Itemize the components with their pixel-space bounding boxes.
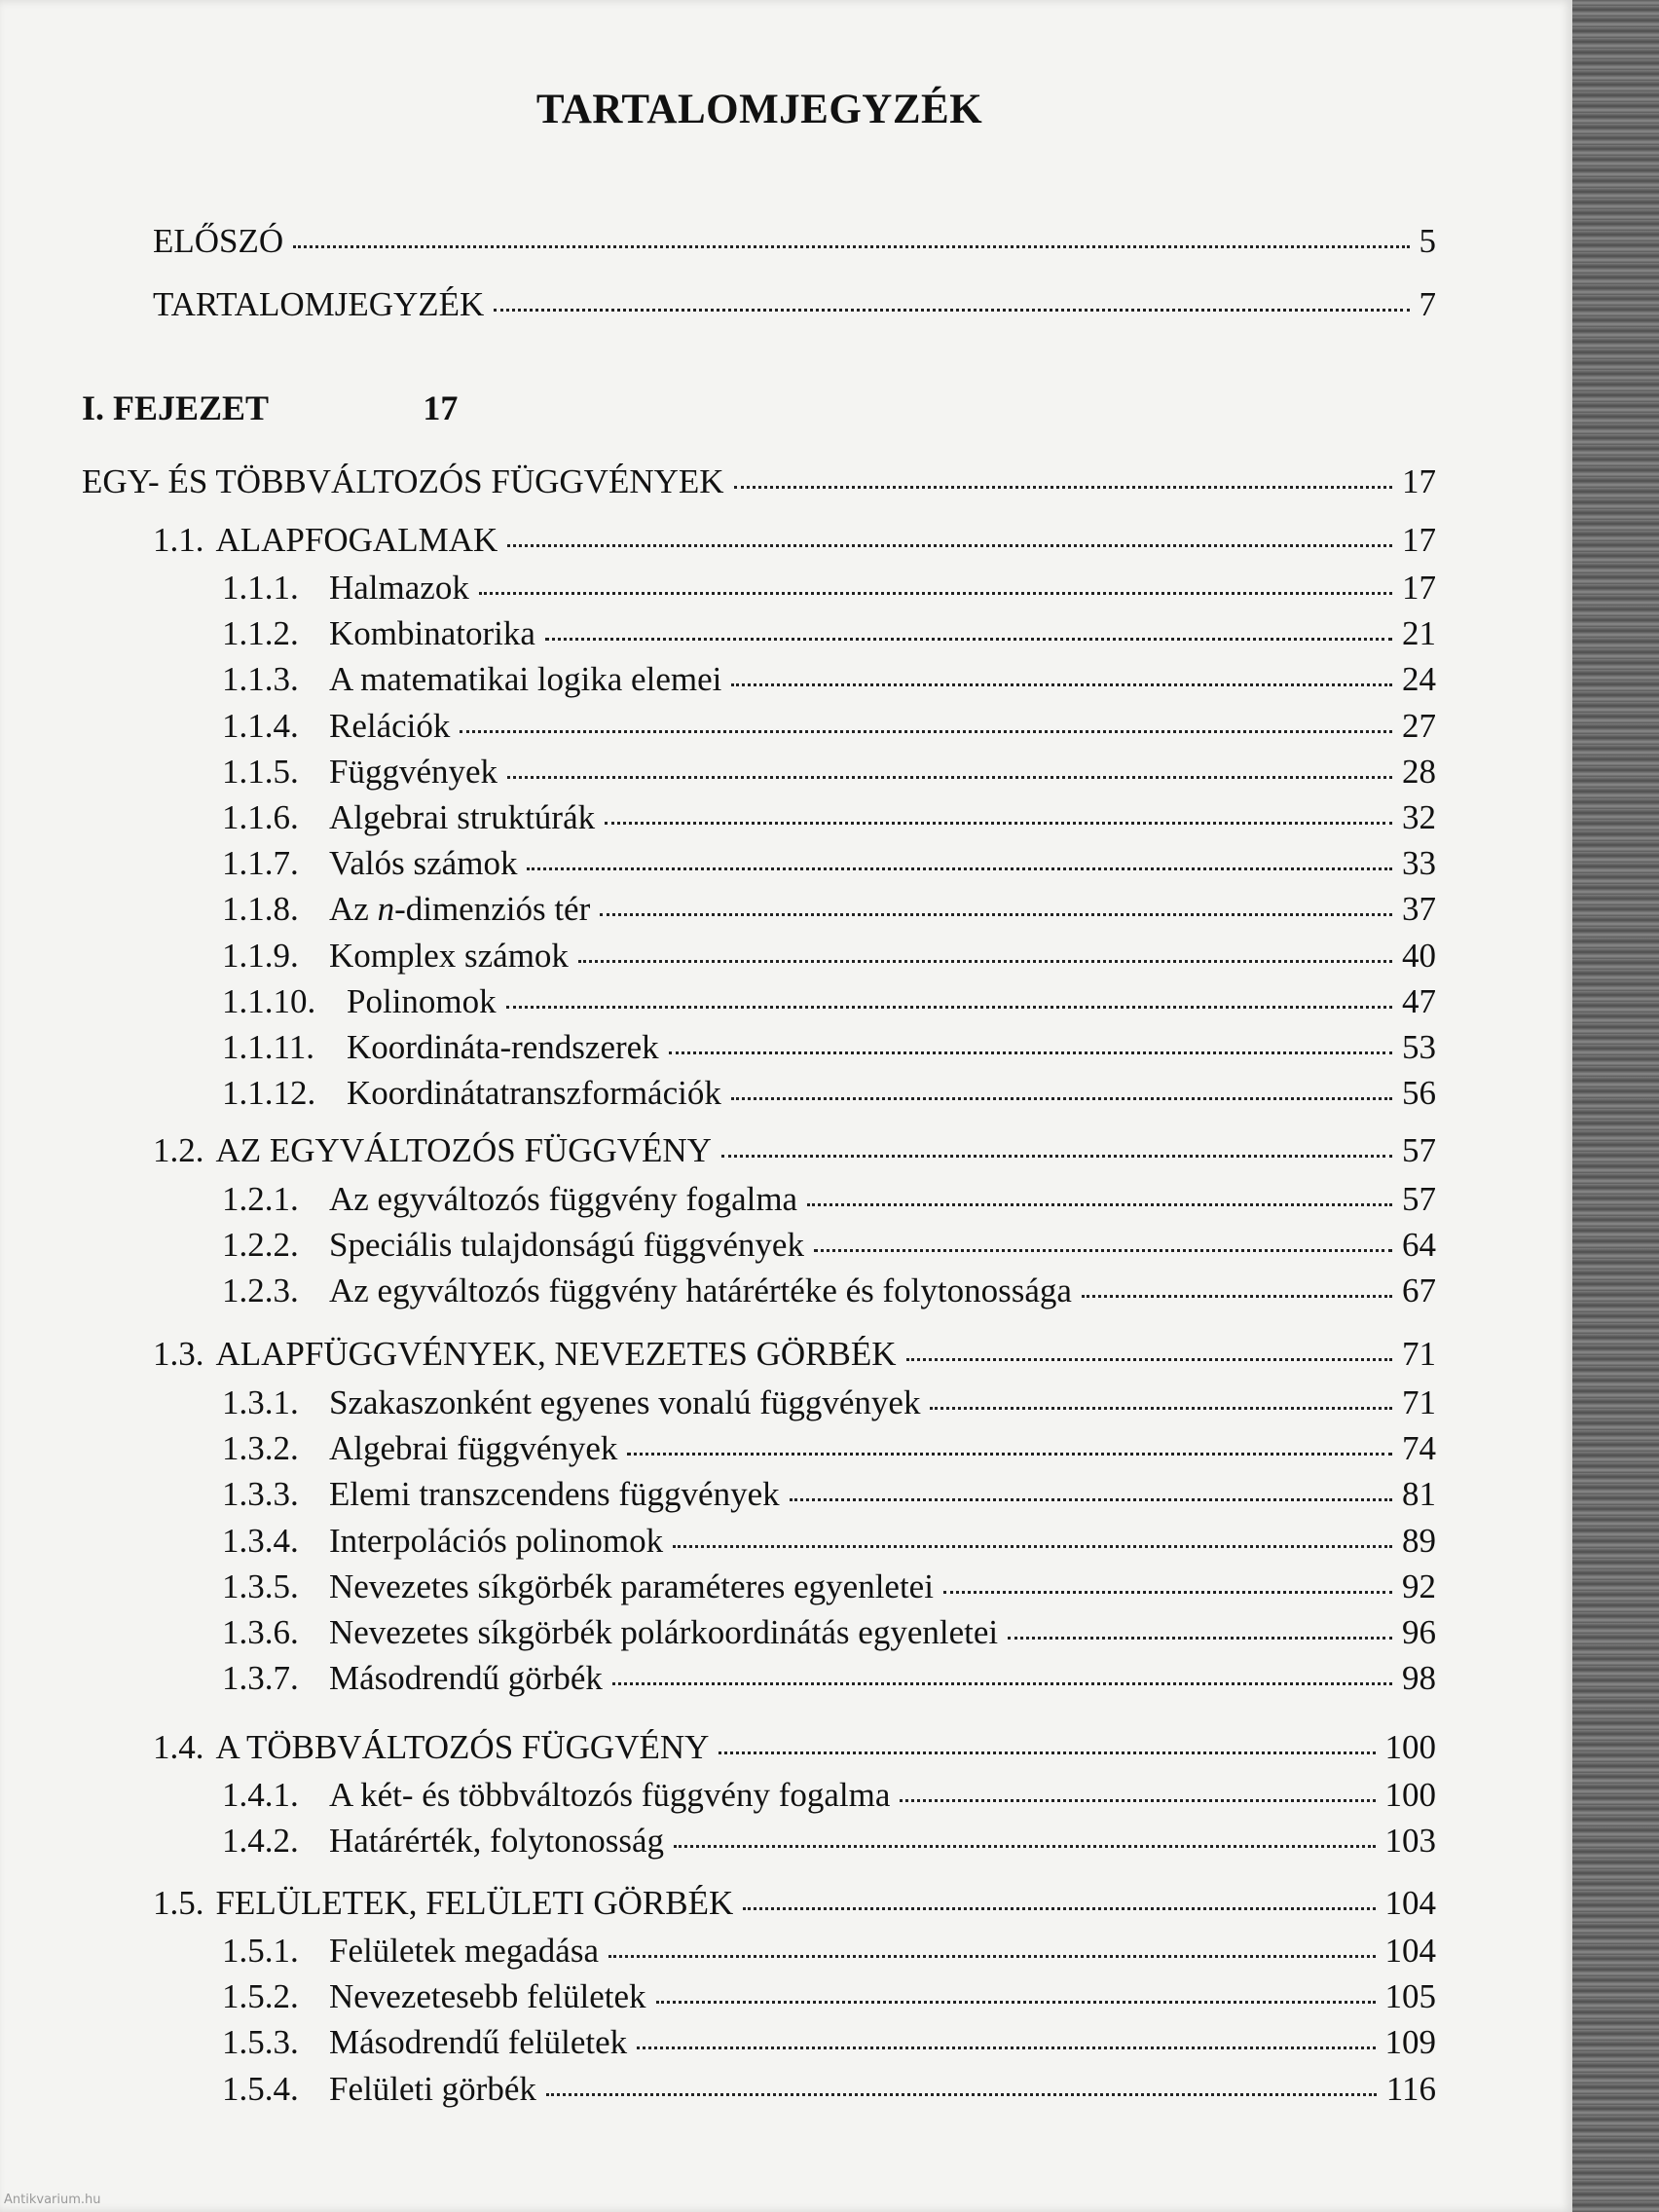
section-label: ALAPFOGALMAK xyxy=(215,521,498,559)
dot-leader xyxy=(627,1453,1392,1456)
subsection-label: Függvények xyxy=(329,752,498,791)
section-page: 104 xyxy=(1384,1884,1436,1922)
subsection-number: 1.3.3. xyxy=(222,1475,299,1514)
toc-subsection-entry xyxy=(222,798,1436,837)
part-label: EGY- ÉS TÖBBVÁLTOZÓS FÜGGVÉNYEK xyxy=(82,462,724,500)
dot-leader xyxy=(943,1591,1392,1594)
dot-leader xyxy=(1082,1295,1392,1298)
chapter-label: I. FEJEZET xyxy=(82,388,269,427)
subsection-number: 1.5.1. xyxy=(222,1932,299,1970)
dot-leader xyxy=(600,913,1392,916)
subsection-number: 1.1.2. xyxy=(222,614,299,653)
toc-subsection-entry xyxy=(222,1522,1436,1561)
subsection-number: 1.5.3. xyxy=(222,2023,299,2062)
subsection-page: 24 xyxy=(1402,660,1436,699)
toc-section-1-1 xyxy=(153,521,1436,560)
subsection-page: 28 xyxy=(1402,752,1436,791)
subsection-label: Speciális tulajdonságú függvények xyxy=(329,1226,804,1265)
dot-leader xyxy=(731,683,1392,686)
page-title: TARTALOMJEGYZÉK xyxy=(535,87,983,132)
dot-leader xyxy=(721,1155,1392,1158)
subsection-page: 109 xyxy=(1384,2023,1436,2062)
toc-subsection-entry xyxy=(222,1383,1436,1422)
entry-page: 7 xyxy=(1419,285,1436,323)
chapter-heading xyxy=(82,387,458,428)
dot-leader xyxy=(673,1545,1392,1548)
section-number: 1.1. xyxy=(153,521,204,559)
dot-leader xyxy=(656,2001,1376,2004)
subsection-label: Szakaszonként egyenes vonalú függvények xyxy=(329,1383,921,1421)
subsection-number: 1.3.7. xyxy=(222,1659,299,1698)
subsection-number: 1.2.2. xyxy=(222,1226,299,1265)
toc-subsection-entry xyxy=(222,1659,1436,1698)
dot-leader xyxy=(608,1955,1376,1958)
entry-label: ELŐSZÓ xyxy=(153,222,284,260)
subsection-number: 1.5.2. xyxy=(222,1977,299,2016)
toc-subsection-entry xyxy=(222,1074,1436,1113)
part-page: 17 xyxy=(1402,462,1436,500)
toc-subsection-entry xyxy=(222,1613,1436,1652)
toc-subsection-entry xyxy=(222,982,1436,1021)
subsection-page: 104 xyxy=(1384,1932,1436,1970)
subsection-label: Nevezetesebb felületek xyxy=(329,1977,646,2016)
toc-subsection-entry xyxy=(222,1475,1436,1514)
toc-section-1-5 xyxy=(153,1884,1436,1923)
subsection-label: Koordináta-rendszerek xyxy=(347,1028,659,1066)
subsection-page: 71 xyxy=(1402,1383,1436,1421)
toc-subsection-entry xyxy=(222,614,1436,653)
subsection-page: 100 xyxy=(1384,1776,1436,1814)
section-label: AZ EGYVÁLTOZÓS FÜGGVÉNY xyxy=(215,1131,712,1169)
dot-leader xyxy=(460,730,1392,733)
dot-leader xyxy=(814,1249,1392,1252)
page-edge xyxy=(1572,0,1659,2212)
subsection-number: 1.1.6. xyxy=(222,798,299,836)
subsection-label: Algebrai struktúrák xyxy=(329,798,596,836)
toc-entry-eloszo xyxy=(153,222,1436,261)
subsection-number: 1.1.7. xyxy=(222,844,299,883)
toc-subsection-entry xyxy=(222,1932,1436,1971)
toc-section-1-3 xyxy=(153,1335,1436,1374)
subsection-label: A két- és többváltozós függvény fogalma xyxy=(329,1776,891,1814)
section-number: 1.5. xyxy=(153,1884,204,1922)
toc-subsection-entry xyxy=(222,2023,1436,2062)
dot-leader xyxy=(669,1051,1392,1054)
subsection-label: Halmazok xyxy=(329,569,469,607)
toc-subsection-entry xyxy=(222,1272,1436,1310)
toc-part-heading xyxy=(82,462,1436,501)
section-number: 1.3. xyxy=(153,1335,204,1373)
toc-subsection-entry xyxy=(222,753,1436,792)
subsection-label: Elemi transzcendens függvények xyxy=(329,1475,780,1514)
toc-subsection-entry xyxy=(222,1822,1436,1861)
subsection-number: 1.4.2. xyxy=(222,1822,299,1861)
subsection-page: 74 xyxy=(1402,1429,1436,1468)
section-label: ALAPFÜGGVÉNYEK, NEVEZETES GÖRBÉK xyxy=(215,1335,897,1373)
subsection-page: 56 xyxy=(1402,1074,1436,1113)
toc-subsection-entry xyxy=(222,707,1436,746)
subsection-label: Határérték, folytonosság xyxy=(329,1822,665,1861)
toc-subsection-entry xyxy=(222,1429,1436,1468)
dot-leader xyxy=(807,1203,1392,1206)
subsection-label: Valós számok xyxy=(329,844,518,883)
toc-subsection-entry xyxy=(222,1028,1436,1067)
subsection-number: 1.1.8. xyxy=(222,890,299,929)
dot-leader xyxy=(293,245,1409,248)
subsection-number: 1.1.12. xyxy=(222,1074,316,1113)
subsection-number: 1.2.1. xyxy=(222,1180,299,1218)
subsection-page: 57 xyxy=(1402,1180,1436,1218)
chapter-page: 17 xyxy=(423,388,459,427)
dot-leader xyxy=(479,592,1392,595)
subsection-number: 1.1.5. xyxy=(222,752,299,791)
entry-page: 5 xyxy=(1419,222,1436,260)
subsection-number: 1.3.6. xyxy=(222,1613,299,1651)
section-number: 1.2. xyxy=(153,1131,204,1169)
section-page: 100 xyxy=(1384,1728,1436,1766)
dot-leader xyxy=(743,1907,1375,1910)
dot-leader xyxy=(674,1845,1375,1848)
dot-leader xyxy=(930,1407,1392,1410)
dot-leader xyxy=(719,1751,1375,1754)
subsection-page: 98 xyxy=(1402,1659,1436,1698)
subsection-page: 32 xyxy=(1402,798,1436,836)
subsection-page: 47 xyxy=(1402,981,1436,1020)
subsection-number: 1.1.10. xyxy=(222,981,316,1020)
toc-subsection-entry xyxy=(222,1226,1436,1265)
subsection-label: Koordinátatranszformációk xyxy=(347,1074,721,1113)
subsection-page: 37 xyxy=(1402,890,1436,929)
dot-leader xyxy=(731,1097,1392,1100)
toc-subsection-entry xyxy=(222,1567,1436,1606)
dot-leader xyxy=(734,486,1392,489)
subsection-page: 33 xyxy=(1402,844,1436,883)
subsection-page: 105 xyxy=(1384,1977,1436,2016)
toc-subsection-entry xyxy=(222,1776,1436,1815)
dot-leader xyxy=(507,776,1392,779)
watermark: Antikvarium.hu xyxy=(4,2193,101,2207)
subsection-label: Nevezetes síkgörbék polárkoordinátás egyenletei xyxy=(329,1613,999,1651)
subsection-label: Az n-dimenziós tér xyxy=(329,890,591,929)
subsection-number: 1.3.4. xyxy=(222,1521,299,1560)
toc-subsection-entry xyxy=(222,569,1436,608)
section-page: 71 xyxy=(1402,1335,1436,1373)
dot-leader xyxy=(578,960,1392,963)
entry-label: TARTALOMJEGYZÉK xyxy=(153,285,485,323)
subsection-page: 116 xyxy=(1385,2069,1436,2108)
subsection-number: 1.1.3. xyxy=(222,660,299,699)
dot-leader xyxy=(1008,1637,1392,1640)
subsection-label: Másodrendű görbék xyxy=(329,1659,603,1698)
section-label: A TÖBBVÁLTOZÓS FÜGGVÉNY xyxy=(215,1728,710,1766)
subsection-label: Az egyváltozós függvény határértéke és folytonossága xyxy=(329,1272,1072,1310)
subsection-page: 81 xyxy=(1402,1475,1436,1514)
subsection-label: Interpolációs polinomok xyxy=(329,1521,664,1560)
toc-subsection-entry xyxy=(222,844,1436,883)
toc-subsection-entry xyxy=(222,937,1436,976)
subsection-page: 21 xyxy=(1402,614,1436,653)
toc-subsection-entry xyxy=(222,1180,1436,1219)
dot-leader xyxy=(546,2093,1377,2096)
subsection-number: 1.5.4. xyxy=(222,2069,299,2108)
subsection-page: 17 xyxy=(1402,569,1436,607)
subsection-number: 1.1.4. xyxy=(222,706,299,745)
section-page: 57 xyxy=(1402,1131,1436,1169)
subsection-page: 96 xyxy=(1402,1613,1436,1651)
subsection-label: Másodrendű felületek xyxy=(329,2023,628,2062)
toc-subsection-entry xyxy=(222,1977,1436,2016)
section-number: 1.4. xyxy=(153,1728,204,1766)
toc-section-1-4 xyxy=(153,1728,1436,1767)
subsection-label: A matematikai logika elemei xyxy=(329,660,722,699)
subsection-page: 89 xyxy=(1402,1521,1436,1560)
subsection-page: 103 xyxy=(1384,1822,1436,1861)
subsection-page: 53 xyxy=(1402,1028,1436,1066)
dot-leader xyxy=(506,1006,1392,1009)
toc-subsection-entry xyxy=(222,890,1436,929)
subsection-label: Az egyváltozós függvény fogalma xyxy=(329,1180,798,1218)
dot-leader xyxy=(637,2046,1375,2049)
toc-section-1-2 xyxy=(153,1131,1436,1170)
subsection-number: 1.4.1. xyxy=(222,1776,299,1814)
dot-leader xyxy=(527,867,1392,870)
subsection-page: 64 xyxy=(1402,1226,1436,1265)
subsection-label: Relációk xyxy=(329,706,451,745)
dot-leader xyxy=(605,822,1392,825)
section-label: FELÜLETEK, FELÜLETI GÖRBÉK xyxy=(215,1884,734,1922)
subsection-label: Felületi görbék xyxy=(329,2069,536,2108)
subsection-page: 40 xyxy=(1402,936,1436,975)
subsection-page: 27 xyxy=(1402,706,1436,745)
subsection-label: Felületek megadása xyxy=(329,1932,599,1970)
dot-leader xyxy=(790,1498,1392,1501)
subsection-number: 1.1.9. xyxy=(222,936,299,975)
subsection-number: 1.3.5. xyxy=(222,1567,299,1605)
subsection-label: Komplex számok xyxy=(329,936,569,975)
section-page: 17 xyxy=(1402,521,1436,559)
subsection-label: Algebrai függvények xyxy=(329,1429,618,1468)
subsection-label: Polinomok xyxy=(347,981,497,1020)
dot-leader xyxy=(900,1799,1375,1802)
subsection-label: Kombinatorika xyxy=(329,614,535,653)
subsection-number: 1.1.1. xyxy=(222,569,299,607)
toc-subsection-entry xyxy=(222,660,1436,699)
subsection-label: Nevezetes síkgörbék paraméteres egyenletei xyxy=(329,1567,934,1605)
subsection-page: 92 xyxy=(1402,1567,1436,1605)
dot-leader xyxy=(494,309,1409,312)
dot-leader xyxy=(906,1358,1393,1361)
subsection-number: 1.1.11. xyxy=(222,1028,314,1066)
dot-leader xyxy=(612,1682,1392,1685)
subsection-number: 1.2.3. xyxy=(222,1272,299,1310)
subsection-page: 67 xyxy=(1402,1272,1436,1310)
subsection-number: 1.3.1. xyxy=(222,1383,299,1421)
toc-entry-tartalomjegyzek xyxy=(153,285,1436,324)
dot-leader xyxy=(507,544,1392,547)
toc-subsection-entry xyxy=(222,2070,1436,2109)
dot-leader xyxy=(545,638,1392,641)
subsection-number: 1.3.2. xyxy=(222,1429,299,1468)
